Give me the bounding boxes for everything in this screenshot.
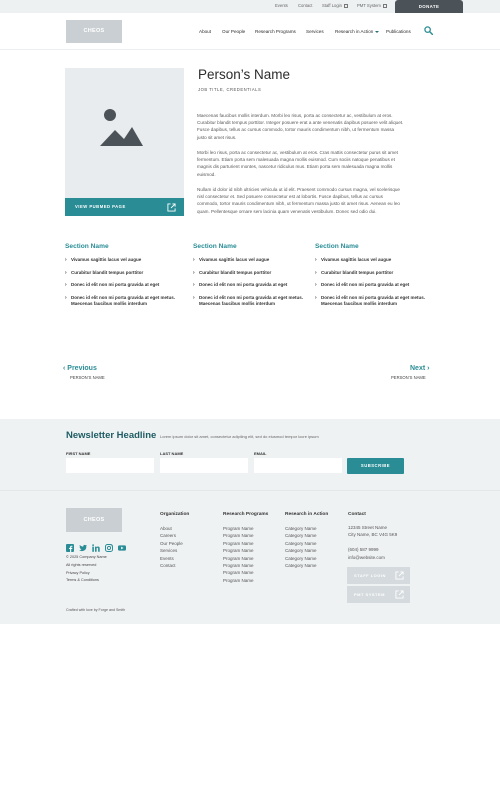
footer-col-title-research-programs: Research Programs bbox=[223, 512, 269, 517]
footer-link[interactable]: Services bbox=[160, 548, 178, 554]
list-item: › Donec id elit non mi porta gravida at eget metus. Maecenas faucibus mollis interdum bbox=[65, 294, 176, 306]
subscribe-button[interactable]: SUBSCRIBE bbox=[347, 458, 404, 474]
last-name-field[interactable] bbox=[160, 458, 248, 473]
footer-col-title-contact: Contact bbox=[348, 512, 366, 517]
contact-address-line1: 12345 Street Name bbox=[348, 525, 388, 530]
footer-link[interactable]: Program Name bbox=[223, 540, 254, 546]
list-item: › Vivamus sagittis lacus vel augue bbox=[65, 257, 142, 263]
donate-button[interactable]: DONATE bbox=[395, 0, 463, 13]
external-link-icon bbox=[383, 4, 387, 8]
last-name-label: LAST NAME bbox=[160, 451, 184, 456]
section-column bbox=[315, 243, 440, 313]
footer-link[interactable]: Program Name bbox=[223, 570, 254, 576]
chevron-right-icon: › bbox=[65, 294, 67, 301]
footer-link[interactable]: Program Name bbox=[223, 577, 254, 583]
email-label: EMAIL bbox=[254, 451, 267, 456]
footer-link[interactable]: Contact bbox=[160, 563, 176, 569]
staff-login-label: STAFF LOGIN bbox=[354, 573, 386, 578]
topbar-pmt-label: PMT System bbox=[357, 3, 381, 8]
footer-col-research-in-action bbox=[285, 525, 317, 569]
nav-our-people[interactable]: Our People bbox=[222, 29, 246, 34]
pmt-system-label: PMT SYSTEM bbox=[354, 592, 386, 597]
linkedin-icon[interactable] bbox=[92, 539, 100, 547]
list-item: › Donec id elit non mi porta gravida at eget metus. Maecenas faucibus mollis interdum bbox=[193, 294, 304, 306]
nav-research-in-action[interactable] bbox=[335, 29, 379, 34]
footer-link[interactable]: About bbox=[160, 526, 172, 531]
chevron-right-icon: › bbox=[315, 257, 317, 263]
next-person-name[interactable]: PERSON’S NAME bbox=[391, 375, 426, 380]
section-column bbox=[65, 243, 190, 313]
topbar-link-staff-login[interactable] bbox=[322, 3, 348, 8]
email-field[interactable] bbox=[254, 458, 342, 473]
external-link-icon bbox=[395, 590, 404, 599]
staff-login-button[interactable] bbox=[347, 567, 410, 584]
nav-services[interactable]: Services bbox=[306, 29, 324, 34]
footer-link[interactable]: Category Name bbox=[285, 555, 317, 561]
external-link-icon bbox=[395, 571, 404, 580]
footer-col-title-organization: Organization bbox=[160, 512, 190, 517]
topbar-link-contact[interactable]: Contact bbox=[298, 3, 313, 8]
copyright-text: © 2025 Company Name bbox=[66, 555, 107, 559]
crafted-by-text: Crafted with love by Forge and Smith bbox=[66, 608, 126, 612]
chevron-right-icon: › bbox=[193, 282, 195, 288]
youtube-icon[interactable] bbox=[118, 539, 126, 547]
footer-link[interactable]: Our People bbox=[160, 540, 183, 546]
list-item: › Donec id elit non mi porta gravida at eget metus. Maecenas faucibus mollis interdum bbox=[315, 294, 426, 306]
footer-link[interactable]: Program Name bbox=[223, 563, 254, 569]
pmt-system-button[interactable] bbox=[347, 586, 410, 603]
first-name-label: FIRST NAME bbox=[66, 451, 91, 456]
person-name: Person’s Name bbox=[198, 67, 291, 82]
list-item: › Curabitur blandit tempus porttitor bbox=[193, 269, 272, 276]
nav-research-in-action-label: Research in Action bbox=[335, 29, 374, 34]
footer-link[interactable]: Events bbox=[160, 555, 174, 561]
contact-address-line2: City Name, BC V4G 5K9 bbox=[348, 532, 398, 537]
footer-link[interactable]: Category Name bbox=[285, 548, 317, 554]
chevron-right-icon: › bbox=[193, 294, 195, 301]
topbar-link-pmt-system[interactable] bbox=[357, 3, 387, 8]
list-item: › Donec id elit non mi porta gravida at eget bbox=[193, 282, 288, 288]
chevron-right-icon: › bbox=[425, 365, 430, 372]
section-column bbox=[193, 243, 318, 313]
footer-col-organization bbox=[160, 525, 183, 569]
job-title: JOB TITLE, CREDENTIALS bbox=[198, 87, 262, 92]
nav-about[interactable]: About bbox=[199, 29, 212, 34]
utility-bar bbox=[0, 0, 500, 13]
footer-link[interactable]: Category Name bbox=[285, 533, 317, 539]
chevron-right-icon: › bbox=[65, 269, 67, 276]
external-link-icon bbox=[344, 4, 348, 8]
footer-col-research-programs bbox=[223, 525, 254, 584]
list-item: › Donec id elit non mi porta gravida at eget bbox=[315, 282, 410, 288]
topbar-staff-login-label: Staff Login bbox=[322, 3, 342, 8]
footer-link[interactable]: Category Name bbox=[285, 526, 317, 531]
chevron-down-icon bbox=[375, 31, 379, 33]
list-item: › Vivamus sagittis lacus vel augue bbox=[315, 257, 392, 263]
image-placeholder-icon bbox=[99, 108, 149, 156]
contact-phone[interactable]: (604) 587 9999 bbox=[348, 547, 379, 552]
topbar-link-events[interactable]: Events bbox=[275, 3, 288, 8]
list-item: › Vivamus sagittis lacus vel augue bbox=[193, 257, 270, 263]
contact-email[interactable]: info@website.com bbox=[348, 555, 385, 560]
section-title: Section Name bbox=[65, 243, 109, 250]
section-title: Section Name bbox=[315, 243, 359, 250]
footer-link[interactable]: Program Name bbox=[223, 526, 254, 531]
chevron-right-icon: › bbox=[315, 282, 317, 288]
external-link-icon bbox=[167, 203, 176, 212]
chevron-left-icon: ‹ bbox=[63, 365, 68, 372]
previous-person-name[interactable]: PERSON’S NAME bbox=[70, 375, 105, 380]
previous-label: Previous bbox=[67, 365, 97, 372]
footer-link[interactable]: Program Name bbox=[223, 548, 254, 554]
nav-research-programs[interactable]: Research Programs bbox=[255, 29, 296, 34]
chevron-right-icon: › bbox=[315, 269, 317, 276]
facebook-icon[interactable] bbox=[66, 539, 74, 547]
rights-text: All rights reserved bbox=[66, 563, 97, 567]
list-item: › Donec id elit non mi porta gravida at eget bbox=[65, 282, 160, 288]
next-label: Next bbox=[410, 365, 426, 372]
view-pubmed-label: VIEW PUBMED PAGE bbox=[75, 204, 126, 209]
bio-paragraph: Morbi leo risus, porta ac consectetur ac, vestibulum at eros. Cras mattis consectetur purus sit amet fermentum. Etiam porta sem malesuada magna mollis euismod. Cum sociis natoque penatibus et magnis dis parturient montes, nascetur ridiculus mus. Etiam porta sem malesuada magna mollis euismod. bbox=[197, 150, 398, 177]
bio-paragraph: Nullam id dolor id nibh ultricies vehicula ut id elit. Praesent commodo cursus magna, vel scelerisque nisl consectetur et. Sed posuere consectetur est at lobortis. Fusce dapibus, tellus ac cursus commodo, tortor mauris condimentum nibh, ut fermentum massa justo sit amet risus. Aenean eu leo quam. Pellentesque ornare sem lacinia quam venenatis vestibulum. Donec sed odio dui. bbox=[197, 187, 400, 214]
search-icon[interactable] bbox=[424, 26, 433, 35]
instagram-icon[interactable] bbox=[105, 539, 113, 547]
bio-paragraph: Maecenas faucibus mollis interdum. Morbi leo risus, porta ac consectetur ac, vestibulum at eros. Curabitur blandit tempus porttitor. Integer posuere erat a ante venenatis dapibus posuere velit aliquet. Fusce dapibus, tellus ac cursus commodo, tortor mauris condimentum nibh, ut fermentum massa justo sit amet risus. bbox=[197, 113, 404, 140]
footer-link[interactable]: Category Name bbox=[285, 563, 317, 569]
terms-link[interactable]: Terms & Conditions bbox=[66, 578, 99, 582]
list-item: › Curabitur blandit tempus porttitor bbox=[65, 269, 144, 276]
chevron-right-icon: › bbox=[193, 269, 195, 276]
previous-link[interactable] bbox=[63, 365, 97, 372]
footer-link[interactable]: Careers bbox=[160, 533, 177, 539]
view-pubmed-button[interactable] bbox=[65, 198, 184, 216]
social-links bbox=[66, 539, 126, 547]
newsletter-description: Lorem ipsum dolor sit amet, consectetur adipiling elit, sed do eiusmod tempor locre ipsum bbox=[160, 434, 319, 439]
privacy-policy-link[interactable]: Privacy Policy bbox=[66, 571, 90, 575]
site-logo[interactable]: CHEOS bbox=[66, 20, 122, 43]
footer-link[interactable]: Program Name bbox=[223, 555, 254, 561]
section-title: Section Name bbox=[193, 243, 237, 250]
footer-logo[interactable]: CHEOS bbox=[66, 508, 122, 532]
first-name-field[interactable] bbox=[66, 458, 154, 473]
newsletter-headline: Newsletter Headline bbox=[66, 430, 157, 441]
footer-link[interactable]: Program Name bbox=[223, 533, 254, 539]
chevron-right-icon: › bbox=[65, 282, 67, 288]
site-header bbox=[0, 13, 500, 50]
chevron-right-icon: › bbox=[315, 294, 317, 301]
list-item: › Curabitur blandit tempus porttitor bbox=[315, 269, 394, 276]
footer-col-title-research-in-action: Research in Action bbox=[285, 512, 329, 517]
chevron-right-icon: › bbox=[193, 257, 195, 263]
nav-publications[interactable]: Publications bbox=[386, 29, 411, 34]
profile-photo-placeholder bbox=[65, 68, 184, 198]
twitter-icon[interactable] bbox=[79, 539, 87, 547]
chevron-right-icon: › bbox=[65, 257, 67, 263]
footer-divider bbox=[0, 490, 500, 491]
footer-link[interactable]: Category Name bbox=[285, 540, 317, 546]
next-link[interactable] bbox=[410, 365, 429, 372]
